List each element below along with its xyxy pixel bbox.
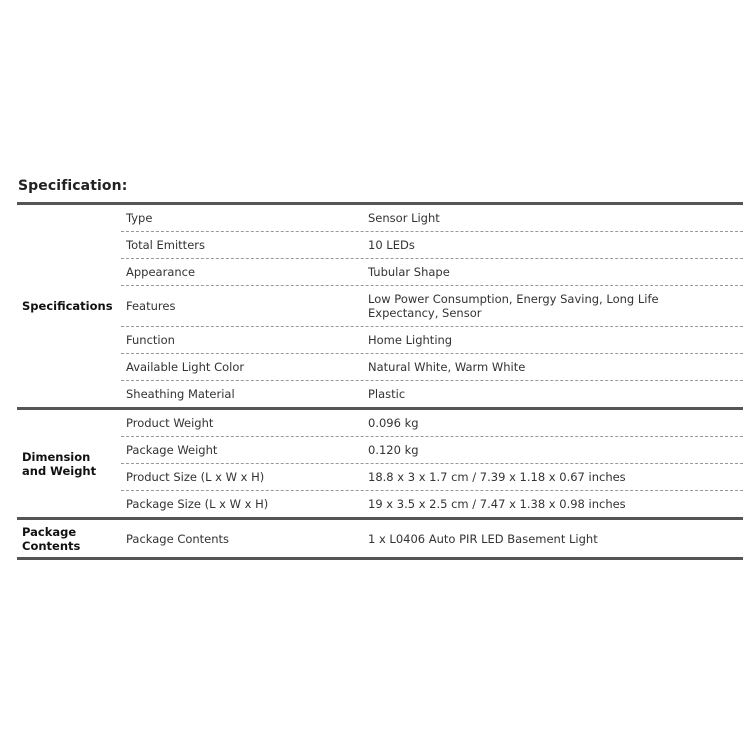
table-row	[121, 520, 743, 557]
table-row	[121, 380, 743, 407]
row-key: Package Size (L x W x H)	[126, 497, 269, 511]
table-row	[121, 205, 743, 231]
row-key: Package Weight	[126, 443, 218, 457]
row-key: Features	[126, 299, 176, 313]
table-row	[121, 410, 743, 436]
section-label: Package Contents	[22, 524, 81, 553]
table-row	[121, 463, 743, 490]
row-key: Product Size (L x W x H)	[126, 470, 265, 484]
row-value: Home Lighting	[368, 333, 453, 347]
row-value: 10 LEDs	[368, 238, 415, 252]
table-row	[121, 231, 743, 258]
table-row	[121, 326, 743, 353]
table-row	[121, 490, 743, 517]
row-key: Package Contents	[126, 531, 230, 546]
section-dimension-and-weight	[17, 407, 743, 517]
row-value: Plastic	[368, 387, 406, 401]
row-value: 19 x 3.5 x 2.5 cm / 7.47 x 1.38 x 0.98 inches	[368, 497, 626, 511]
row-key: Type	[126, 211, 153, 225]
spec-table	[17, 202, 743, 560]
row-key: Appearance	[126, 265, 196, 279]
row-key: Sheathing Material	[126, 387, 235, 401]
table-row	[121, 285, 743, 326]
row-value: 0.120 kg	[368, 443, 419, 457]
table-row	[121, 353, 743, 380]
row-value: 18.8 x 3 x 1.7 cm / 7.39 x 1.18 x 0.67 inches	[368, 470, 626, 484]
row-value: 0.096 kg	[368, 416, 419, 430]
row-value: Tubular Shape	[368, 265, 450, 279]
section-label: Specifications	[22, 299, 113, 313]
row-value: 1 x L0406 Auto PIR LED Basement Light	[368, 531, 598, 546]
row-value: Low Power Consumption, Energy Saving, Long Life Expectancy, Sensor	[368, 292, 659, 320]
table-row	[121, 258, 743, 285]
row-key: Available Light Color	[126, 360, 245, 374]
table-row	[121, 436, 743, 463]
row-key: Total Emitters	[126, 238, 205, 252]
row-key: Product Weight	[126, 416, 214, 430]
section-package-contents	[17, 517, 743, 560]
row-key: Function	[126, 333, 175, 347]
section-label: Dimension and Weight	[22, 449, 97, 478]
row-value: Natural White, Warm White	[368, 360, 526, 374]
row-value: Sensor Light	[368, 211, 440, 225]
section-specifications	[17, 202, 743, 407]
page-title: Specification:	[18, 178, 128, 194]
